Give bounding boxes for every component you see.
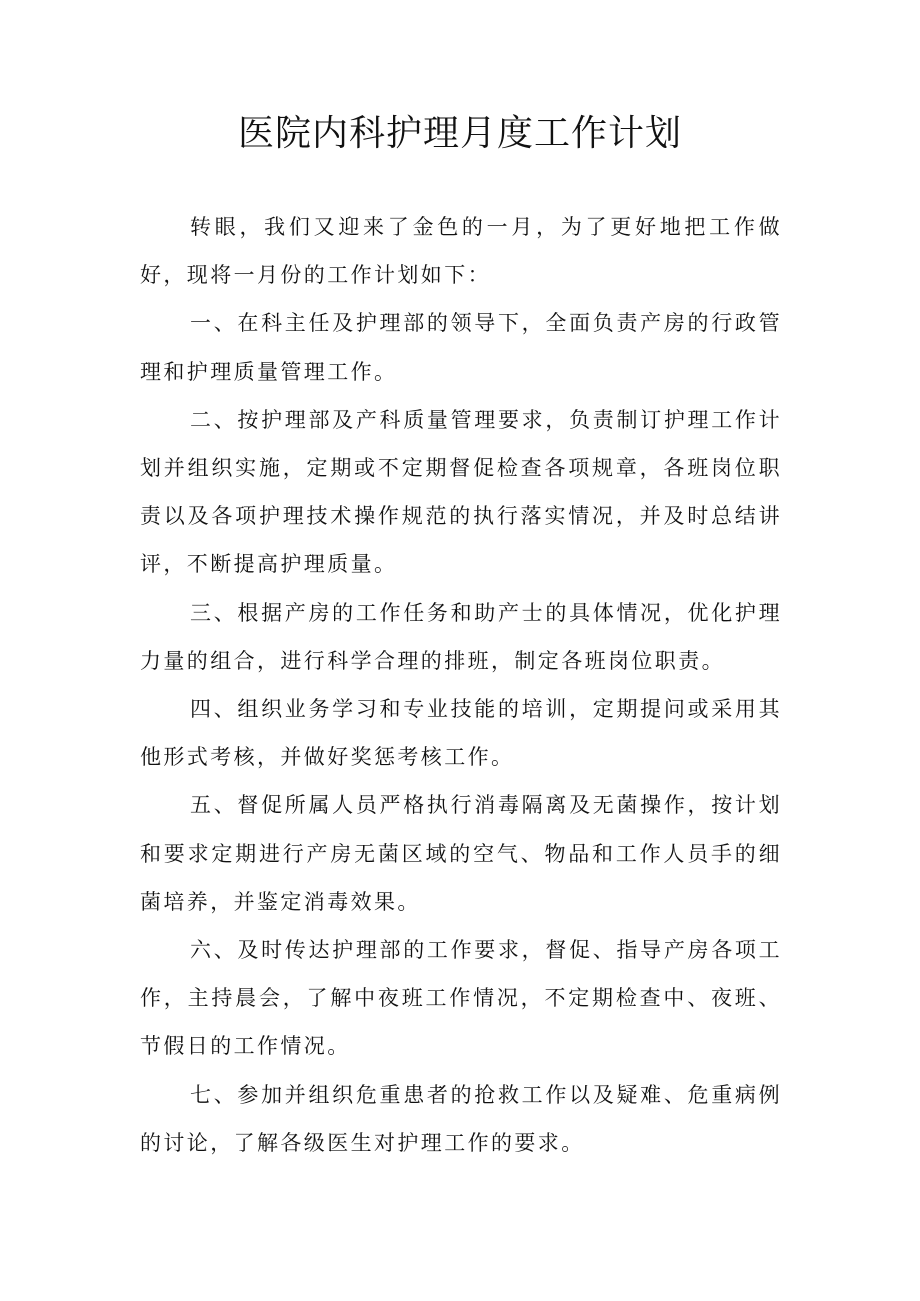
paragraph-item-7: 七、参加并组织危重患者的抢救工作以及疑难、危重病例的讨论，了解各级医生对护理工作的要求。 xyxy=(140,1082,782,1155)
paragraph-item-1: 一、在科主任及护理部的领导下，全面负责产房的行政管理和护理质量管理工作。 xyxy=(140,311,782,384)
paragraph-intro: 转眼，我们又迎来了金色的一月，为了更好地把工作做好，现将一月份的工作计划如下： xyxy=(140,215,782,288)
document-body xyxy=(140,203,782,1167)
paragraph-item-6: 六、及时传达护理部的工作要求，督促、指导产房各项工作，主持晨会，了解中夜班工作情况，不定期检查中、夜班、节假日的工作情况。 xyxy=(140,938,782,1059)
paragraph-item-5: 五、督促所属人员严格执行消毒隔离及无菌操作，按计划和要求定期进行产房无菌区域的空气、物品和工作人员手的细菌培养，并鉴定消毒效果。 xyxy=(140,793,782,914)
paragraph-item-2: 二、按护理部及产科质量管理要求，负责制订护理工作计划并组织实施，定期或不定期督促检查各项规章，各班岗位职责以及各项护理技术操作规范的执行落实情况，并及时总结讲评，不断提高护理质量。 xyxy=(140,407,782,577)
paragraph-item-4: 四、组织业务学习和专业技能的培训，定期提问或采用其他形式考核，并做好奖惩考核工作。 xyxy=(140,697,782,770)
document-title: 医院内科护理月度工作计划 xyxy=(237,113,682,154)
paragraph-item-3: 三、根据产房的工作任务和助产士的具体情况，优化护理力量的组合，进行科学合理的排班，制定各班岗位职责。 xyxy=(140,600,782,673)
